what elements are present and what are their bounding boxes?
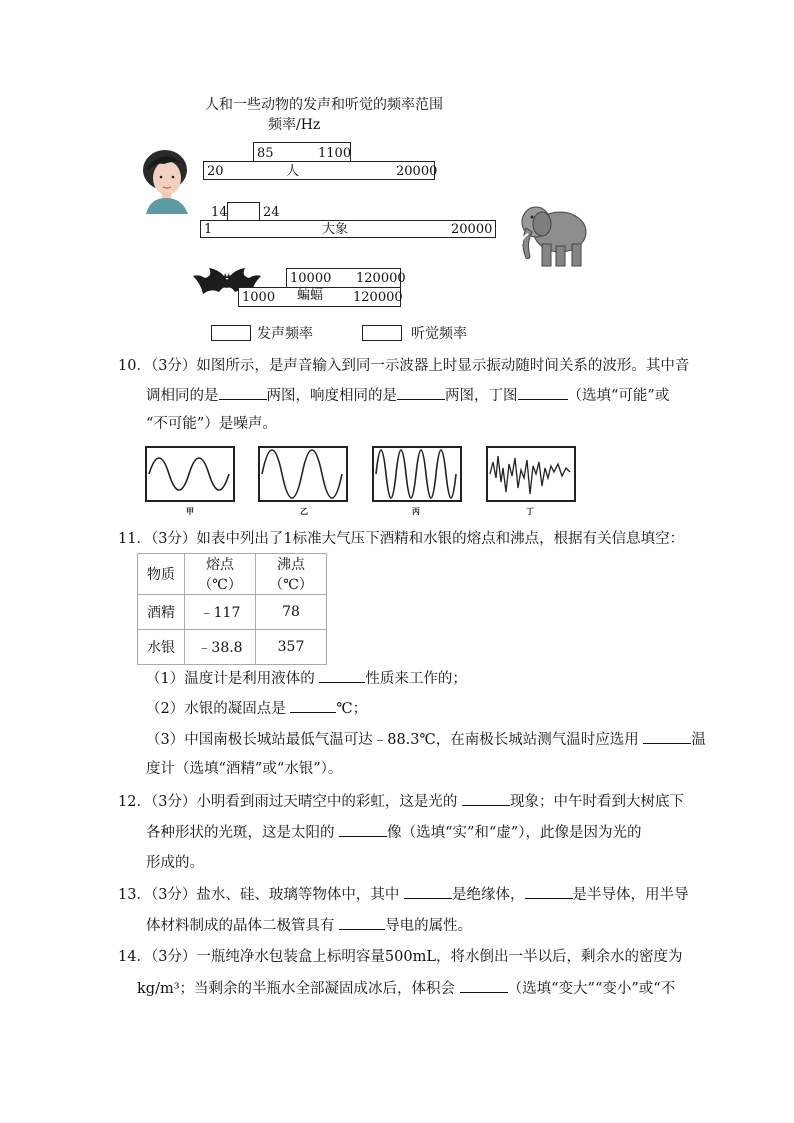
bat-emit-high: 120000	[356, 271, 406, 286]
q10-line2	[146, 385, 669, 406]
q10-blank-3[interactable]	[518, 385, 568, 400]
q12-line1	[118, 791, 684, 812]
q12-text-a: 12．（3分）小明看到雨过天晴空中的彩虹，这是光的	[118, 794, 463, 810]
human-emit-low: 85	[257, 146, 274, 161]
q10-text-c: 两图，丁图	[445, 388, 518, 404]
q11-blank-2[interactable]	[290, 698, 336, 713]
wave-jia	[145, 446, 235, 502]
table-cell: 357	[256, 630, 327, 665]
q11-sub2-text-a: （2）水银的凝固点是	[146, 701, 291, 717]
q14-blank-1[interactable]	[460, 978, 508, 993]
wave-bing	[372, 446, 462, 502]
q14-line1: 14．（3分）一瓶纯净水包装盒上标明容量500mL，将水倒出一半以后，剩余水的密度为	[118, 949, 683, 965]
bat-emit-low: 10000	[290, 271, 332, 286]
human-hear-low: 20	[207, 164, 224, 179]
q11-sub1-text-a: （1）温度计是利用液体的	[146, 671, 320, 687]
human-portrait-icon	[134, 146, 196, 216]
q11-blank-1[interactable]	[319, 668, 365, 683]
legend-hear-label: 听觉频率	[411, 326, 467, 342]
bat-label: 蝙蝠	[297, 288, 324, 303]
q12-text-d: 像（选填“实”和“虚”），此像是因为光的	[387, 825, 642, 841]
wave-yi	[258, 446, 348, 502]
table-row	[138, 595, 327, 630]
q11-sub3-line2: 度计（选填“酒精”或“水银”）。	[146, 761, 343, 777]
table-cell: 水银	[138, 630, 185, 665]
elephant-icon	[512, 200, 592, 272]
q12-blank-1[interactable]	[462, 791, 510, 806]
q11-sub3-text-a: （3）中国南极长城站最低气温可达﹣88.3℃，在南极长城站测气温时应选用	[146, 732, 644, 748]
q13-line2	[146, 915, 472, 936]
q13-text-b: 是绝缘体，	[452, 887, 525, 903]
wave-ding	[486, 446, 576, 502]
q10-text-a: 调相同的是	[146, 388, 219, 404]
figure-unit: 频率/Hz	[268, 117, 321, 133]
table-header: 熔点（℃）	[185, 554, 256, 595]
q10-text-b: 两图，响度相同的是	[266, 388, 397, 404]
wave-label-jia: 甲	[186, 506, 194, 516]
figure-title: 人和一些动物的发声和听觉的频率范围	[205, 97, 443, 113]
table-cell: ﹣38.8	[185, 630, 256, 665]
q11-sub3	[146, 729, 706, 750]
q12-text-b: 现象；中午时看到大树底下	[510, 794, 685, 810]
q12-line3: 形成的。	[146, 855, 204, 871]
elephant-emit-low: 14	[211, 205, 228, 220]
q10-blank-2[interactable]	[397, 385, 445, 400]
q11-sub3-text-b: 温	[691, 732, 706, 748]
table-header: 物质	[138, 554, 185, 595]
q11-sub2-text-b: ℃；	[336, 701, 368, 717]
legend-hear-swatch	[362, 325, 402, 341]
q13-line1	[118, 884, 689, 905]
q10-line1: 10．（3分）如图所示，是声音输入到同一示波器上时显示振动随时间关系的波形。其中音	[118, 358, 690, 374]
q13-text-e: 导电的属性。	[385, 918, 473, 934]
q10-line3: “不可能”）是噪声。	[146, 416, 277, 432]
table-row	[138, 630, 327, 665]
human-label: 人	[286, 164, 300, 179]
q14-line2	[137, 978, 675, 999]
wave-label-yi: 乙	[300, 506, 308, 516]
wave-label-bing: 丙	[412, 506, 420, 516]
elephant-hear-low: 1	[204, 222, 213, 237]
q11-sub2	[146, 698, 367, 719]
table-header-row	[138, 554, 327, 595]
q11-line1: 11．（3分）如表中列出了1标准大气压下酒精和水银的熔点和沸点，根据有关信息填空：	[118, 531, 685, 547]
legend-emit-swatch	[211, 325, 251, 341]
q11-sub1-text-b: 性质来工作的；	[365, 671, 467, 687]
table-header: 沸点（℃）	[256, 554, 327, 595]
elephant-label: 大象	[322, 222, 349, 237]
q10-text-d: （选填“可能”或	[567, 388, 670, 404]
q12-text-c: 各种形状的光斑，这是太阳的	[146, 825, 340, 841]
table-cell: 酒精	[138, 595, 185, 630]
q14-text-b: （选填“变大”“变小”或“不	[507, 981, 676, 997]
q12-line2	[146, 822, 642, 843]
human-emit-high: 1100	[318, 146, 352, 161]
legend-emit-label: 发声频率	[257, 326, 313, 342]
q10-blank-1[interactable]	[219, 385, 267, 400]
q11-sub1	[146, 668, 467, 689]
bat-hear-low: 1000	[242, 290, 276, 305]
elephant-emit-range	[227, 202, 260, 221]
q13-text-a: 13．（3分）盐水、硅、玻璃等物体中，其中	[118, 887, 405, 903]
q14-text-a: kg/m³；当剩余的半瓶水全部凝固成冰后，体积会	[137, 981, 460, 997]
q13-text-c: 是半导体，用半导	[572, 887, 689, 903]
wave-label-ding: 丁	[526, 506, 534, 516]
q13-blank-1[interactable]	[404, 884, 452, 899]
human-hear-high: 20000	[396, 164, 438, 179]
elephant-emit-high: 24	[263, 205, 280, 220]
table-cell: ﹣117	[185, 595, 256, 630]
q13-blank-3[interactable]	[339, 915, 385, 930]
q11-blank-3[interactable]	[643, 729, 691, 744]
elephant-hear-high: 20000	[451, 222, 493, 237]
table-cell: 78	[256, 595, 327, 630]
bat-hear-high: 120000	[353, 290, 403, 305]
q12-blank-2[interactable]	[339, 822, 387, 837]
q13-text-d: 体材料制成的晶体二极管具有	[146, 918, 340, 934]
q13-blank-2[interactable]	[525, 884, 573, 899]
melting-boiling-table	[137, 553, 327, 665]
